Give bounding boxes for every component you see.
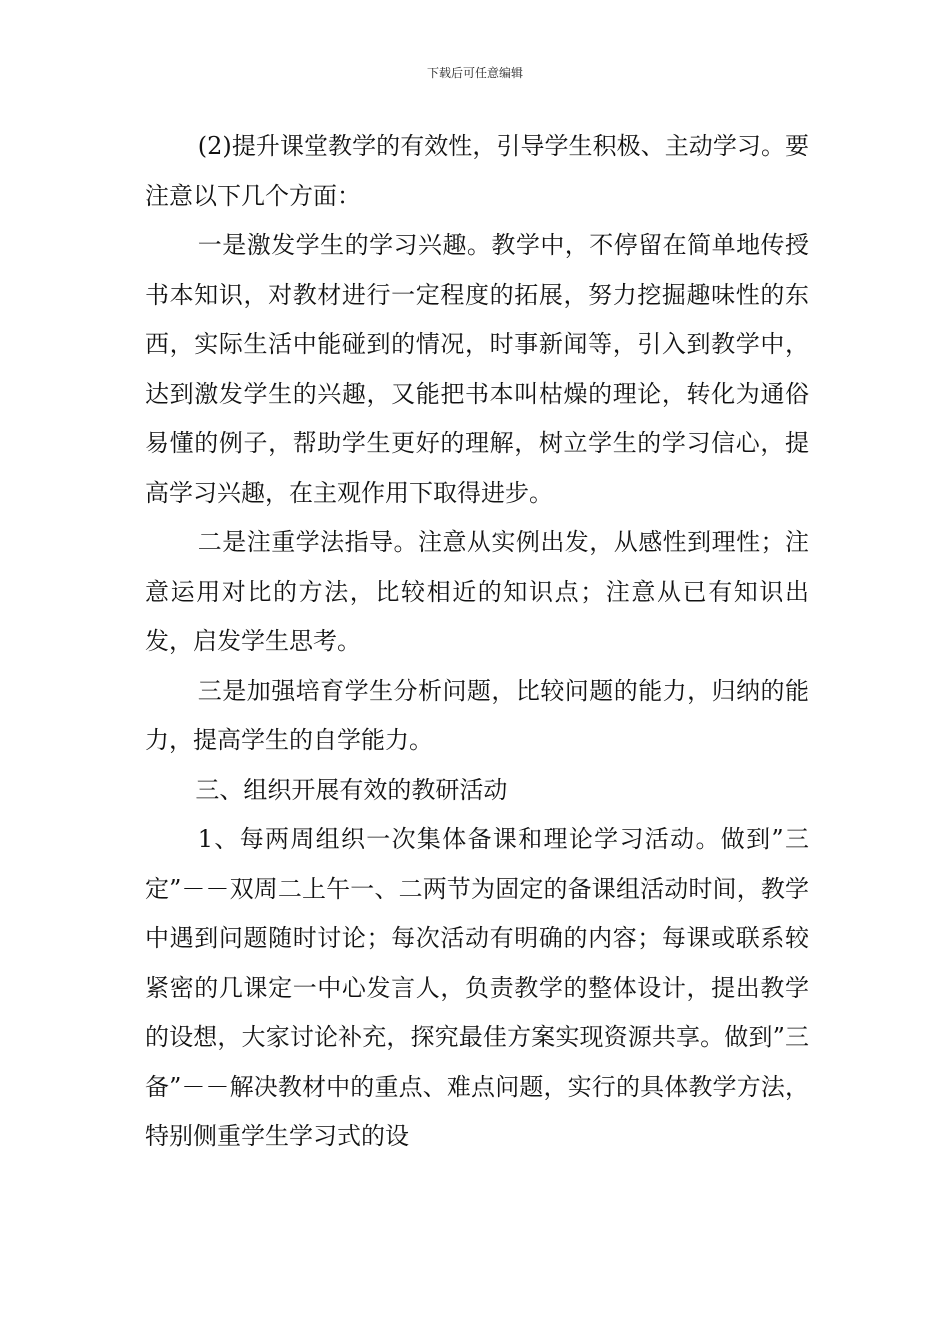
page-header: 下载后可任意编辑 xyxy=(426,66,523,80)
paragraph-collective-lesson-prep: 1、每两周组织一次集体备课和理论学习活动。做到”三定”－－双周二上午一、二两节为固定的备课组活动时间，教学中遇到问题随时讨论；每次活动有明确的内容；每课或联系较紧密的几课定一中心发言人，负责教学的整体设计，提出教学的设想，大家讨论补充，探究最佳方案实现资源共享。做到”三备”－－解决教材中的重点、难点问题，实行的具体教学方法，特别侧重学生学习式的设 xyxy=(145,825,809,1150)
section-heading-teaching-research: 三、组织开展有效的教研活动 xyxy=(195,775,508,804)
document-body xyxy=(145,122,809,1162)
paragraph-classroom-effectiveness: (2)提升课堂教学的有效性，引导学生积极、主动学习。要注意以下几个方面： xyxy=(145,132,809,210)
paragraph-analysis-ability: 三是加强培育学生分析问题，比较问题的能力，归纳的能力，提高学生的自学能力。 xyxy=(145,676,809,754)
paragraph-study-methods: 二是注重学法指导。注意从实例出发，从感性到理性；注意运用对比的方法，比较相近的知识点；注意从已有知识出发，启发学生思考。 xyxy=(145,528,809,655)
paragraph-interest: 一是激发学生的学习兴趣。教学中，不停留在简单地传授书本知识，对教材进行一定程度的拓展，努力挖掘趣味性的东西，实际生活中能碰到的情况，时事新闻等，引入到教学中，达到激发学生的兴趣，又能把书本叫枯燥的理论，转化为通俗易懂的例子，帮助学生更好的理解，树立学生的学习信心，提高学习兴趣，在主观作用下取得进步。 xyxy=(145,231,809,507)
